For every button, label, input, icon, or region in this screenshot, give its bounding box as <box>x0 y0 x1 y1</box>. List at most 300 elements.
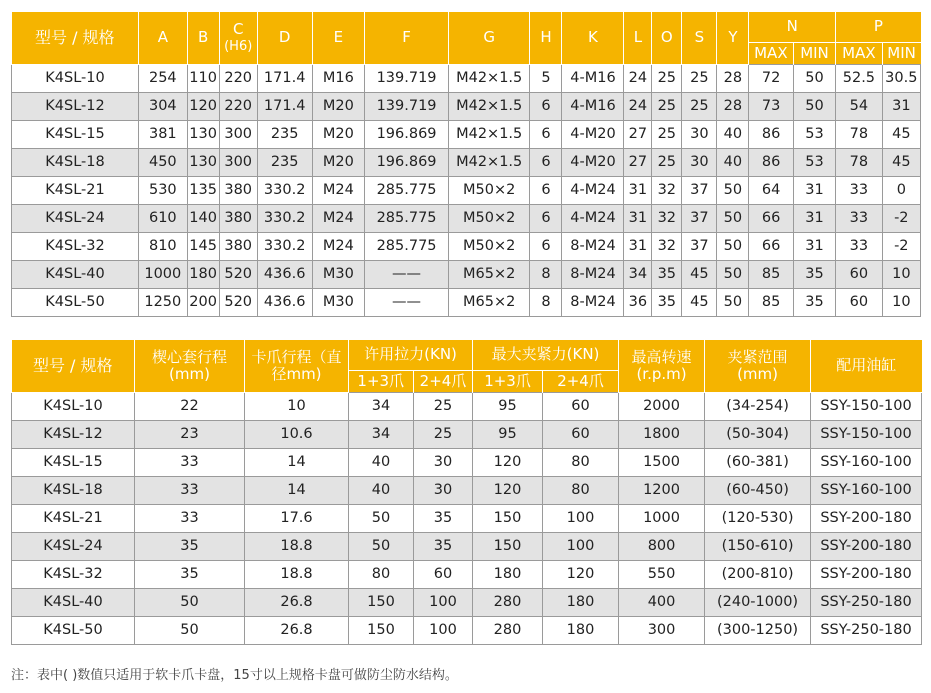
model-cell: K4SL-32 <box>12 560 135 588</box>
table-cell: 25 <box>682 92 717 120</box>
table-cell: 14 <box>245 476 349 504</box>
table-cell: 4-M20 <box>562 148 624 176</box>
table-cell: -2 <box>882 232 920 260</box>
table-cell: 45 <box>682 260 717 288</box>
table-cell: (200-810) <box>705 560 811 588</box>
model-cell: K4SL-32 <box>12 232 139 260</box>
table-cell: 25 <box>414 420 473 448</box>
table-cell: 95 <box>473 420 543 448</box>
table-cell: 17.6 <box>245 504 349 532</box>
table-cell: 85 <box>749 260 793 288</box>
table-cell: 85 <box>749 288 793 316</box>
table-cell: 73 <box>749 92 793 120</box>
table-cell: 380 <box>219 204 257 232</box>
header-s: S <box>682 12 717 64</box>
header-pull-13: 1+3爪 <box>349 370 414 392</box>
table-cell: 40 <box>349 448 414 476</box>
table-cell: 30 <box>414 448 473 476</box>
table-cell: 1500 <box>619 448 705 476</box>
table-row <box>12 448 922 476</box>
model-cell: K4SL-15 <box>12 120 139 148</box>
table-cell: 66 <box>749 204 793 232</box>
header-o: O <box>652 12 682 64</box>
table-cell: 6 <box>530 120 562 148</box>
table-cell: 171.4 <box>257 92 312 120</box>
header-n: N <box>749 12 836 42</box>
table-cell: 50 <box>717 232 749 260</box>
header-wedge-stroke-bottom: (mm) <box>169 364 210 383</box>
table-cell: 45 <box>882 120 920 148</box>
table-cell: 34 <box>349 392 414 420</box>
table-row <box>12 120 921 148</box>
table-row <box>12 560 922 588</box>
table-cell: 30 <box>414 476 473 504</box>
table-cell: 150 <box>349 588 414 616</box>
table-cell: SSY-200-180 <box>811 504 922 532</box>
table-cell: 31 <box>624 232 652 260</box>
header-pull-24: 2+4爪 <box>414 370 473 392</box>
table-cell: 53 <box>793 148 835 176</box>
table-cell: 33 <box>836 204 882 232</box>
table-cell: 14 <box>245 448 349 476</box>
table-cell: 8-M24 <box>562 288 624 316</box>
table-cell: 60 <box>543 420 619 448</box>
table-cell: SSY-160-100 <box>811 476 922 504</box>
table-cell: 550 <box>619 560 705 588</box>
table-cell: 100 <box>543 532 619 560</box>
table-cell: 50 <box>717 204 749 232</box>
table-cell: (300-1250) <box>705 616 811 644</box>
table-cell: 135 <box>187 176 219 204</box>
table-cell: 50 <box>717 176 749 204</box>
table-cell: 32 <box>652 176 682 204</box>
table-cell: 235 <box>257 120 312 148</box>
model-cell: K4SL-40 <box>12 588 135 616</box>
table-cell: M42×1.5 <box>448 64 530 92</box>
table-cell: 120 <box>473 448 543 476</box>
table-cell: (240-1000) <box>705 588 811 616</box>
table-cell: 50 <box>717 288 749 316</box>
header-c-bottom: (H6) <box>224 38 253 54</box>
table-cell: 35 <box>135 532 245 560</box>
table-cell: 24 <box>624 64 652 92</box>
table-cell: 285.775 <box>365 204 449 232</box>
table-cell: M65×2 <box>448 260 530 288</box>
table-cell: 520 <box>219 288 257 316</box>
table-cell: 45 <box>682 288 717 316</box>
table-cell: SSY-160-100 <box>811 448 922 476</box>
header-b: B <box>187 12 219 64</box>
table-cell: —— <box>365 260 449 288</box>
table-cell: 150 <box>473 504 543 532</box>
table-row <box>12 476 922 504</box>
table-cell: 100 <box>414 616 473 644</box>
table-cell: 25 <box>652 120 682 148</box>
table-cell: M20 <box>312 92 365 120</box>
header-n-max: MAX <box>749 42 793 64</box>
header-max-speed-bottom: (r.p.m) <box>636 364 687 383</box>
header-l: L <box>624 12 652 64</box>
table-cell: (120-530) <box>705 504 811 532</box>
table-cell: 180 <box>473 560 543 588</box>
table-cell: 8-M24 <box>562 232 624 260</box>
header-clamp-13: 1+3爪 <box>473 370 543 392</box>
model-cell: K4SL-24 <box>12 204 139 232</box>
table-cell: 10 <box>882 288 920 316</box>
table-cell: 32 <box>652 204 682 232</box>
table-cell: 31 <box>793 232 835 260</box>
header-jaw-stroke-bottom: 径mm) <box>271 364 322 383</box>
table-cell: 304 <box>139 92 188 120</box>
table-cell: 381 <box>139 120 188 148</box>
table-cell: 100 <box>543 504 619 532</box>
table-cell: 31 <box>793 176 835 204</box>
table-cell: 35 <box>652 288 682 316</box>
table-cell: M24 <box>312 176 365 204</box>
table-cell: 34 <box>624 260 652 288</box>
table-cell: 35 <box>793 288 835 316</box>
table-cell: 80 <box>543 448 619 476</box>
table-cell: SSY-150-100 <box>811 420 922 448</box>
table-cell: 1800 <box>619 420 705 448</box>
model-cell: K4SL-21 <box>12 504 135 532</box>
table-cell: 220 <box>219 64 257 92</box>
performance-table-body <box>12 392 922 644</box>
table-cell: 33 <box>135 476 245 504</box>
table-cell: 139.719 <box>365 92 449 120</box>
table-cell: 171.4 <box>257 64 312 92</box>
model-cell: K4SL-40 <box>12 260 139 288</box>
table-cell: 86 <box>749 120 793 148</box>
table-cell: M16 <box>312 64 365 92</box>
footnote: 注：表中( )数值只适用于软卡爪卡盘，15寸以上规格卡盘可做防尘防水结构。 <box>11 668 458 683</box>
table-cell: 4-M16 <box>562 92 624 120</box>
table-row <box>12 392 922 420</box>
header-cylinder: 配用油缸 <box>811 340 922 392</box>
table-cell: 95 <box>473 392 543 420</box>
table-cell: (50-304) <box>705 420 811 448</box>
table-cell: 150 <box>473 532 543 560</box>
table-cell: 23 <box>135 420 245 448</box>
table-cell: 400 <box>619 588 705 616</box>
table-cell: 10 <box>245 392 349 420</box>
table-cell: 30.5 <box>882 64 920 92</box>
table-row <box>12 504 922 532</box>
model-cell: K4SL-50 <box>12 616 135 644</box>
header-p-max: MAX <box>836 42 882 64</box>
table-cell: 5 <box>530 64 562 92</box>
header-max-clamp: 最大夹紧力(KN) <box>473 340 619 370</box>
table-cell: 24 <box>624 92 652 120</box>
header-jaw-stroke-top: 卡爪行程（直 <box>251 347 342 366</box>
table-cell: 80 <box>349 560 414 588</box>
table-cell: 27 <box>624 120 652 148</box>
model-cell: K4SL-10 <box>12 64 139 92</box>
table-cell: 31 <box>624 204 652 232</box>
table-cell: 25 <box>652 92 682 120</box>
header-max-speed <box>619 340 705 392</box>
table-cell: 33 <box>836 232 882 260</box>
table-cell: 610 <box>139 204 188 232</box>
table-cell: M42×1.5 <box>448 148 530 176</box>
table-cell: 66 <box>749 232 793 260</box>
table-cell: SSY-200-180 <box>811 560 922 588</box>
table-cell: 33 <box>836 176 882 204</box>
table-cell: 50 <box>135 616 245 644</box>
table-cell: 6 <box>530 232 562 260</box>
table-cell: 28 <box>717 92 749 120</box>
model-cell: K4SL-18 <box>12 148 139 176</box>
table-row <box>12 148 921 176</box>
table-cell: 60 <box>836 260 882 288</box>
table-cell: 120 <box>473 476 543 504</box>
table-cell: 810 <box>139 232 188 260</box>
table-cell: 180 <box>187 260 219 288</box>
table-cell: 72 <box>749 64 793 92</box>
table-cell: 34 <box>349 420 414 448</box>
table-row <box>12 64 921 92</box>
table-row <box>12 588 922 616</box>
table-cell: 1200 <box>619 476 705 504</box>
table-cell: 30 <box>682 148 717 176</box>
table-cell: 330.2 <box>257 232 312 260</box>
header-f: F <box>365 12 449 64</box>
table-cell: 6 <box>530 176 562 204</box>
table-cell: SSY-150-100 <box>811 392 922 420</box>
table-cell: 145 <box>187 232 219 260</box>
model-cell: K4SL-12 <box>12 420 135 448</box>
header-allowable-pull: 许用拉力(KN) <box>349 340 473 370</box>
table-cell: (60-381) <box>705 448 811 476</box>
table-cell: 78 <box>836 120 882 148</box>
table-cell: 40 <box>717 148 749 176</box>
table-cell: 140 <box>187 204 219 232</box>
header-k: K <box>562 12 624 64</box>
header-g: G <box>448 12 530 64</box>
table-cell: 436.6 <box>257 288 312 316</box>
table-cell: 35 <box>414 532 473 560</box>
model-cell: K4SL-21 <box>12 176 139 204</box>
table-row <box>12 260 921 288</box>
performance-table <box>11 340 922 645</box>
header-a: A <box>139 12 188 64</box>
header-max-speed-top: 最高转速 <box>631 347 692 366</box>
table-cell: M24 <box>312 232 365 260</box>
table-cell: 100 <box>414 588 473 616</box>
table-cell: 196.869 <box>365 120 449 148</box>
table-cell: 530 <box>139 176 188 204</box>
table-cell: M50×2 <box>448 232 530 260</box>
table-cell: 25 <box>414 392 473 420</box>
table-cell: 380 <box>219 232 257 260</box>
table-cell: M20 <box>312 120 365 148</box>
model-cell: K4SL-50 <box>12 288 139 316</box>
table-cell: 1250 <box>139 288 188 316</box>
table-cell: M50×2 <box>448 204 530 232</box>
table-cell: 330.2 <box>257 204 312 232</box>
table-cell: 180 <box>543 616 619 644</box>
table-cell: 8-M24 <box>562 260 624 288</box>
table-cell: 1000 <box>139 260 188 288</box>
table-cell: 235 <box>257 148 312 176</box>
table-cell: 52.5 <box>836 64 882 92</box>
table-cell: (150-610) <box>705 532 811 560</box>
table-cell: 18.8 <box>245 532 349 560</box>
table-row <box>12 288 921 316</box>
table-cell: SSY-250-180 <box>811 588 922 616</box>
table-cell: 60 <box>836 288 882 316</box>
header-wedge-stroke-top: 楔心套行程 <box>151 347 227 366</box>
table-cell: (60-450) <box>705 476 811 504</box>
table-cell: 50 <box>793 64 835 92</box>
table-cell: 54 <box>836 92 882 120</box>
model-cell: K4SL-24 <box>12 532 135 560</box>
table-cell: 28 <box>717 64 749 92</box>
table-cell: 35 <box>793 260 835 288</box>
table-cell: 180 <box>543 588 619 616</box>
table-cell: 45 <box>882 148 920 176</box>
table-cell: 4-M24 <box>562 204 624 232</box>
table-cell: M24 <box>312 204 365 232</box>
table-cell: 200 <box>187 288 219 316</box>
table-cell: 4-M16 <box>562 64 624 92</box>
table-cell: 35 <box>652 260 682 288</box>
table-cell: 110 <box>187 64 219 92</box>
model-cell: K4SL-18 <box>12 476 135 504</box>
table-cell: 40 <box>349 476 414 504</box>
dimensions-table <box>11 12 921 317</box>
table-cell: 18.8 <box>245 560 349 588</box>
table-cell: 80 <box>543 476 619 504</box>
table-cell: 10 <box>882 260 920 288</box>
table-cell: SSY-250-180 <box>811 616 922 644</box>
header-d: D <box>257 12 312 64</box>
table-cell: 254 <box>139 64 188 92</box>
table-cell: 130 <box>187 148 219 176</box>
table-cell: 50 <box>349 532 414 560</box>
table-cell: 50 <box>135 588 245 616</box>
table-cell: 1000 <box>619 504 705 532</box>
header-p: P <box>836 12 921 42</box>
table-cell: 520 <box>219 260 257 288</box>
table-cell: 4-M24 <box>562 176 624 204</box>
table-cell: 120 <box>543 560 619 588</box>
table-cell: 6 <box>530 148 562 176</box>
table-cell: M50×2 <box>448 176 530 204</box>
table-cell: 50 <box>717 260 749 288</box>
table-cell: 37 <box>682 176 717 204</box>
table-cell: 4-M20 <box>562 120 624 148</box>
table-cell: 150 <box>349 616 414 644</box>
header-clamp-range <box>705 340 811 392</box>
table-cell: 31 <box>793 204 835 232</box>
table-cell: 380 <box>219 176 257 204</box>
header-n-min: MIN <box>793 42 835 64</box>
header-clamp-range-top: 夹紧范围 <box>727 347 788 366</box>
header-p-min: MIN <box>882 42 920 64</box>
table-cell: M42×1.5 <box>448 92 530 120</box>
table-cell: 64 <box>749 176 793 204</box>
table-cell: 120 <box>187 92 219 120</box>
header-model: 型号 / 规格 <box>12 12 139 64</box>
table-cell: 280 <box>473 588 543 616</box>
table-cell: 8 <box>530 260 562 288</box>
table-cell: -2 <box>882 204 920 232</box>
table-cell: M30 <box>312 260 365 288</box>
table-cell: 25 <box>652 148 682 176</box>
table-row <box>12 232 921 260</box>
table-row <box>12 616 922 644</box>
dimensions-table-body <box>12 64 921 316</box>
table-cell: 27 <box>624 148 652 176</box>
table-cell: 22 <box>135 392 245 420</box>
table-cell: (34-254) <box>705 392 811 420</box>
table-cell: 26.8 <box>245 588 349 616</box>
table-row <box>12 92 921 120</box>
table-cell: 8 <box>530 288 562 316</box>
table-cell: 50 <box>349 504 414 532</box>
table-cell: 33 <box>135 448 245 476</box>
table-row <box>12 176 921 204</box>
table-cell: 0 <box>882 176 920 204</box>
header-wedge-stroke <box>135 340 245 392</box>
table-cell: 130 <box>187 120 219 148</box>
model-cell: K4SL-15 <box>12 448 135 476</box>
header-model-2: 型号 / 规格 <box>12 340 135 392</box>
table-cell: 37 <box>682 204 717 232</box>
table-cell: 40 <box>717 120 749 148</box>
table-cell: M30 <box>312 288 365 316</box>
table-cell: 33 <box>135 504 245 532</box>
table-cell: 6 <box>530 204 562 232</box>
table-cell: 139.719 <box>365 64 449 92</box>
table-cell: 6 <box>530 92 562 120</box>
table-cell: 10.6 <box>245 420 349 448</box>
table-cell: 60 <box>414 560 473 588</box>
table-cell: 2000 <box>619 392 705 420</box>
table-cell: SSY-200-180 <box>811 532 922 560</box>
table-cell: 196.869 <box>365 148 449 176</box>
table-cell: —— <box>365 288 449 316</box>
table-cell: 300 <box>619 616 705 644</box>
table-row <box>12 420 922 448</box>
table-cell: 35 <box>414 504 473 532</box>
header-c-top: C <box>232 19 244 38</box>
table-cell: 53 <box>793 120 835 148</box>
header-y: Y <box>717 12 749 64</box>
table-cell: 37 <box>682 232 717 260</box>
table-cell: 50 <box>793 92 835 120</box>
table-cell: 285.775 <box>365 232 449 260</box>
table-cell: 60 <box>543 392 619 420</box>
table-cell: 26.8 <box>245 616 349 644</box>
table-cell: 285.775 <box>365 176 449 204</box>
table-cell: 280 <box>473 616 543 644</box>
table-cell: 30 <box>682 120 717 148</box>
header-clamp-24: 2+4爪 <box>543 370 619 392</box>
table-cell: 31 <box>882 92 920 120</box>
table-row <box>12 204 921 232</box>
table-cell: 32 <box>652 232 682 260</box>
table-cell: 31 <box>624 176 652 204</box>
header-c <box>219 12 257 64</box>
header-jaw-stroke <box>245 340 349 392</box>
table-cell: M65×2 <box>448 288 530 316</box>
table-cell: 300 <box>219 148 257 176</box>
table-cell: 86 <box>749 148 793 176</box>
table-cell: M42×1.5 <box>448 120 530 148</box>
table-cell: M20 <box>312 148 365 176</box>
